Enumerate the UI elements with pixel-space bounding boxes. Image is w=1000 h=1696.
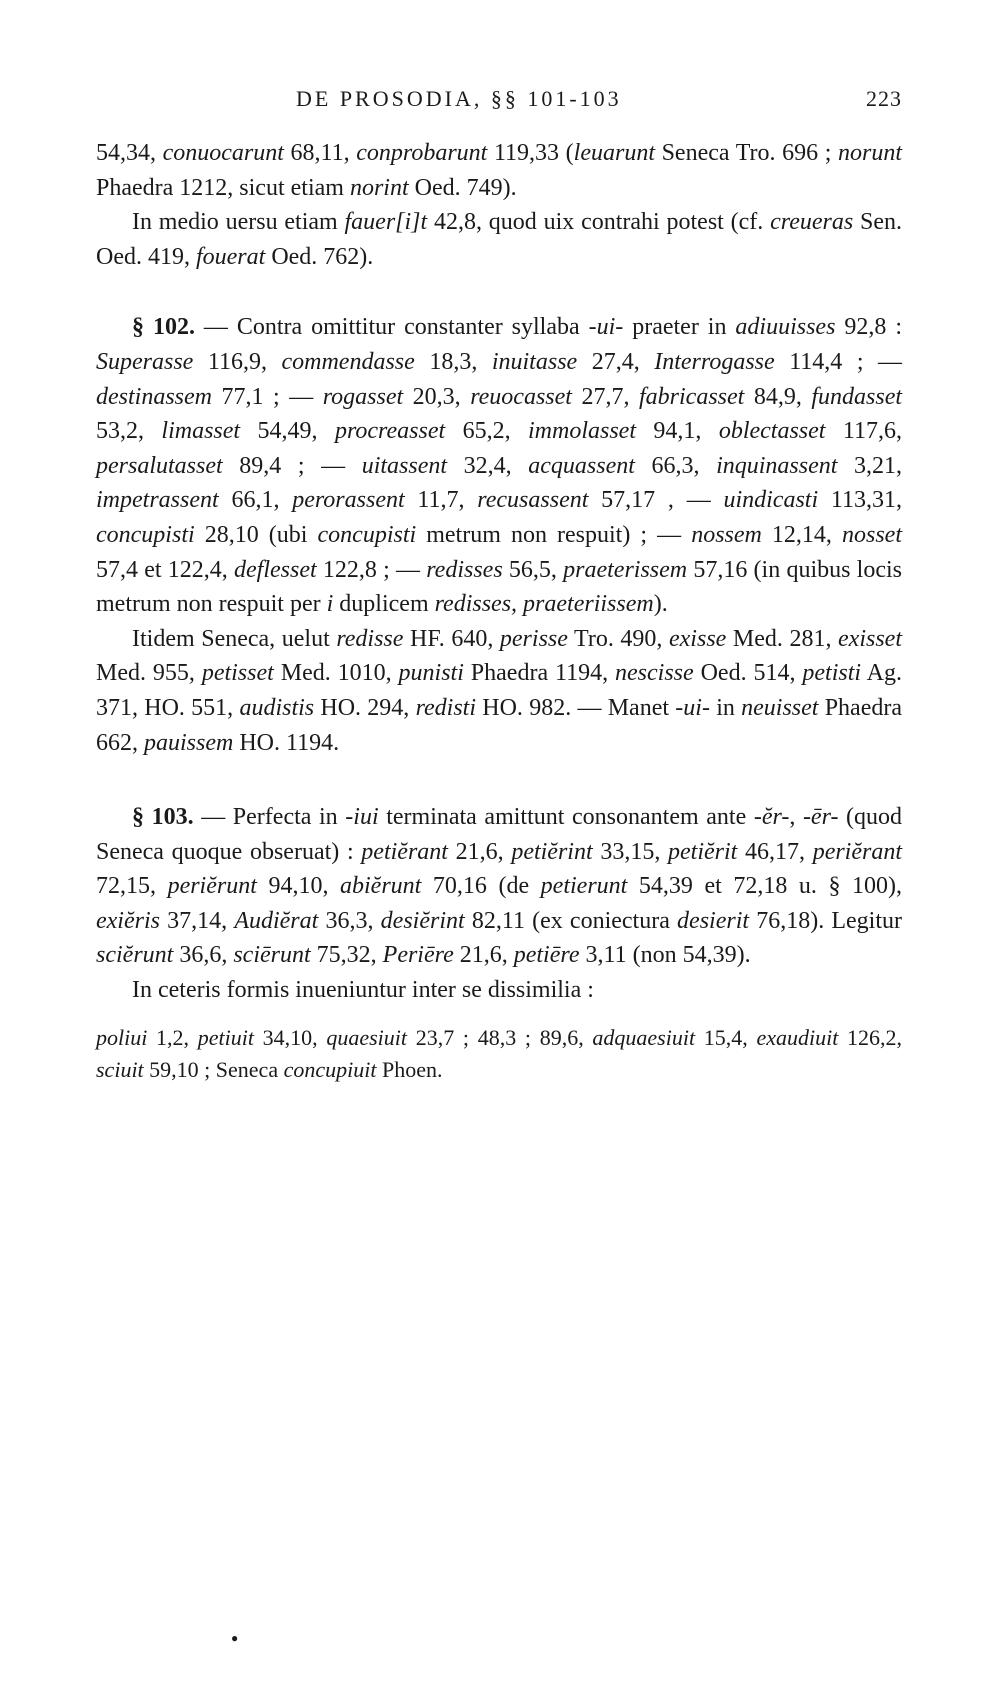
section-103: § 103. — Perfecta in -iui terminata amittunt consonantem ante -ĕr-, -ēr- (quod Seneca quoque obseruat) : petiĕrant 21,6, petiĕrint 33,15, petiĕrit 46,17, periĕrant 72,15, periĕrunt 94,10, abiĕrunt 70,16 (de petierunt 54,39 et 72,18 u. § 100), exiĕris 37,14, Audiĕrat 36,3, desiĕrint 82,11 (ex coniectura desierit 76,18). Legitur sciĕrunt 36,6, sciērunt 75,32, Periēre 21,6, petiēre 3,11 (non 54,39). bbox=[96, 804, 903, 969]
example-block bbox=[96, 1022, 902, 1086]
paragraph-in-ceteris: In ceteris formis inueniuntur inter se dissimilia : bbox=[132, 977, 594, 1004]
example-line: poliui 1,2, petiuit 34,10, quaesiuit 23,7 ; 48,3 ; 89,6, adquaesiuit 15,4, exaudiuit 126,2, sciuit 59,10 ; Seneca concupiuit Phoen. bbox=[96, 1024, 903, 1082]
running-title: DE PROSODIA, §§ 101-103 bbox=[296, 86, 622, 111]
paragraph-in-medio: In medio uersu etiam fauer[i]t 42,8, quod uix contrahi potest (cf. creueras Sen. Oed. 419, fouerat Oed. 762). bbox=[96, 209, 903, 270]
paragraph-itidem-seneca: Itidem Seneca, uelut redisse HF. 640, perisse Tro. 490, exisse Med. 281, exisset Med. 955, petisset Med. 1010, punisti Phaedra 1194, nescisse Oed. 514, petisti Ag. 371, HO. 551, audistis HO. 294, redisti HO. 982. — Manet -ui- in neuisset Phaedra 662, pauissem HO. 1194. bbox=[96, 625, 903, 756]
paragraph-101-end: 54,34, conuocarunt 68,11, conprobarunt 119,33 (leuarunt Seneca Tro. 696 ; norunt Phaedra 1212, sicut etiam norint Oed. 749). bbox=[96, 140, 903, 201]
section-mark-102: § 102. bbox=[132, 314, 195, 341]
running-header bbox=[96, 86, 902, 122]
section-102: § 102. — Contra omittitur constanter syllaba -ui- praeter in adiuuisses 92,8 : Superasse 116,9, commendasse 18,3, inuitasse 27,4, Interrogasse 114,4 ; — destinassem 77,1 ; — rogasset 20,3, reuocasset 27,7, fabricasset 84,9, fundasset 53,2, limasset 54,49, procreasset 65,2, immolasset 94,1, oblectasset 117,6, persalutasset 89,4 ; — uitassent 32,4, acquassent 66,3, inquinassent 3,21, impetrassent 66,1, perorassent 11,7, recusassent 57,17 , — uindicasti 113,31, concupisti 28,10 (ubi concupisti metrum non respuit) ; — nossem 12,14, nosset 57,4 et 122,4, deflesset 122,8 ; — redisses 56,5, praeterissem 57,16 (in quibus locis metrum non respuit per i duplicem redisses, praeteriissem). bbox=[96, 314, 903, 618]
section-mark-103: § 103. bbox=[132, 804, 194, 831]
page-number: 223 bbox=[866, 86, 902, 111]
body-text bbox=[96, 136, 902, 1086]
print-mark: ● bbox=[231, 1631, 239, 1645]
